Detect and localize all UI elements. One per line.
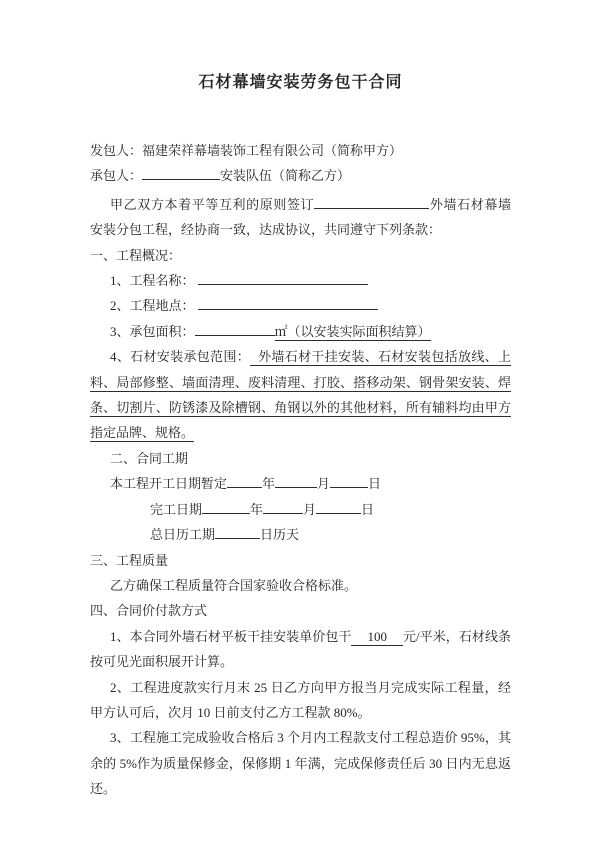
- start-year-label: 年: [262, 476, 276, 492]
- scope-row: [90, 344, 511, 446]
- finish-day-label: 日: [361, 501, 375, 517]
- start-year-blank-field: [227, 474, 262, 488]
- employer-row: [90, 138, 511, 163]
- progress-payment-item: 2、工程进度款实行月末 25 日乙方向甲方报当月完成实际工程量，经甲方认可后，次月 10 日前支付乙方工程款 80%。: [90, 679, 511, 720]
- contractor-suffix: 安装队伍（简称乙方）: [220, 168, 351, 184]
- intro-text-before: 甲乙双方本着平等互利的原则签订: [110, 196, 315, 212]
- contractor-row: [90, 163, 511, 188]
- start-month-label: 月: [317, 476, 331, 492]
- scope-label: 4、石材安装承包范围：: [110, 349, 251, 365]
- section-3-heading: 三、工程质量: [90, 552, 169, 568]
- start-date-label: 本工程开工日期暂定: [110, 476, 228, 492]
- employer-value: 福建荣祥幕墙装饰工程有限公司（简称甲方）: [142, 143, 403, 158]
- final-payment-item: 3、工程施工完成验收合格后 3 个月内工程款支付工程总造价 95%，其余的 5%作为质量保修金，保修期 1 年满，完成保修责任后 30 日内无息返还。: [90, 730, 511, 797]
- start-day-blank-field: [330, 474, 368, 488]
- start-month-blank-field: [275, 474, 317, 488]
- project-name-blank-field: [198, 271, 368, 285]
- project-blank-field: [314, 195, 429, 209]
- project-location-row: [90, 293, 511, 318]
- scope-value: 外墙石材干挂安装、石材安装包括放线、上料、局部修整、墙面清理、废料清理、打胶、搭移动架、钢骨架安装、焊条、切割片、防锈漆及除槽钢、角钢以外的其他材料，所有辅料均由甲方指定品牌、规格。: [90, 349, 511, 441]
- section-4-heading: 四、合同价付款方式: [90, 603, 208, 619]
- contractor-blank-field: [142, 166, 220, 180]
- document-title: 石材幕墙安装劳务包干合同: [198, 74, 403, 91]
- employer-label: 发包人：: [90, 143, 143, 158]
- contract-area-label: 3、承包面积：: [110, 323, 195, 339]
- start-day-label: 日: [368, 476, 382, 492]
- start-date-row: [90, 471, 511, 496]
- total-duration-label: 总日历工期: [150, 527, 216, 543]
- finish-day-blank-field: [316, 499, 361, 513]
- total-duration-suffix: 日历天: [260, 527, 300, 543]
- project-location-blank-field: [198, 296, 378, 310]
- finish-month-label: 月: [303, 501, 317, 517]
- contract-area-blank-field: [195, 322, 275, 336]
- total-duration-blank-field: [215, 525, 260, 539]
- contract-area-unit: ㎡（以安装实际面积结算）: [274, 323, 431, 339]
- project-name-row: [90, 268, 511, 293]
- unit-price-value: 100: [351, 629, 403, 646]
- contractor-label: 承包人：: [90, 168, 143, 184]
- quality-body: 乙方确保工程质量符合国家验收合格标准。: [110, 577, 358, 593]
- finish-month-blank-field: [263, 499, 303, 513]
- finish-year-label: 年: [250, 501, 264, 517]
- project-name-label: 1、工程名称：: [110, 273, 195, 289]
- section-2-heading: 二、合同工期: [110, 450, 189, 466]
- finish-date-row: [90, 497, 511, 522]
- unit-price-text-after: 元/平米，石材线条按可见光面积展开计算。: [90, 628, 511, 670]
- unit-price-item: [90, 624, 511, 675]
- project-location-label: 2、工程地点：: [110, 298, 195, 314]
- contract-area-row: [90, 319, 511, 344]
- unit-price-text-before: 1、本合同外墙石材平板干挂安装单价包干: [110, 628, 352, 644]
- finish-year-blank-field: [202, 499, 250, 513]
- intro-text-after: 外墙石材幕墙安装分包工程，经协商一致，达成协议，共同遵守下列条款：: [90, 196, 511, 238]
- section-1-heading: 一、工程概况：: [90, 247, 182, 263]
- finish-date-label: 完工日期: [150, 501, 203, 517]
- intro-paragraph: [90, 192, 511, 243]
- total-duration-row: [90, 522, 511, 547]
